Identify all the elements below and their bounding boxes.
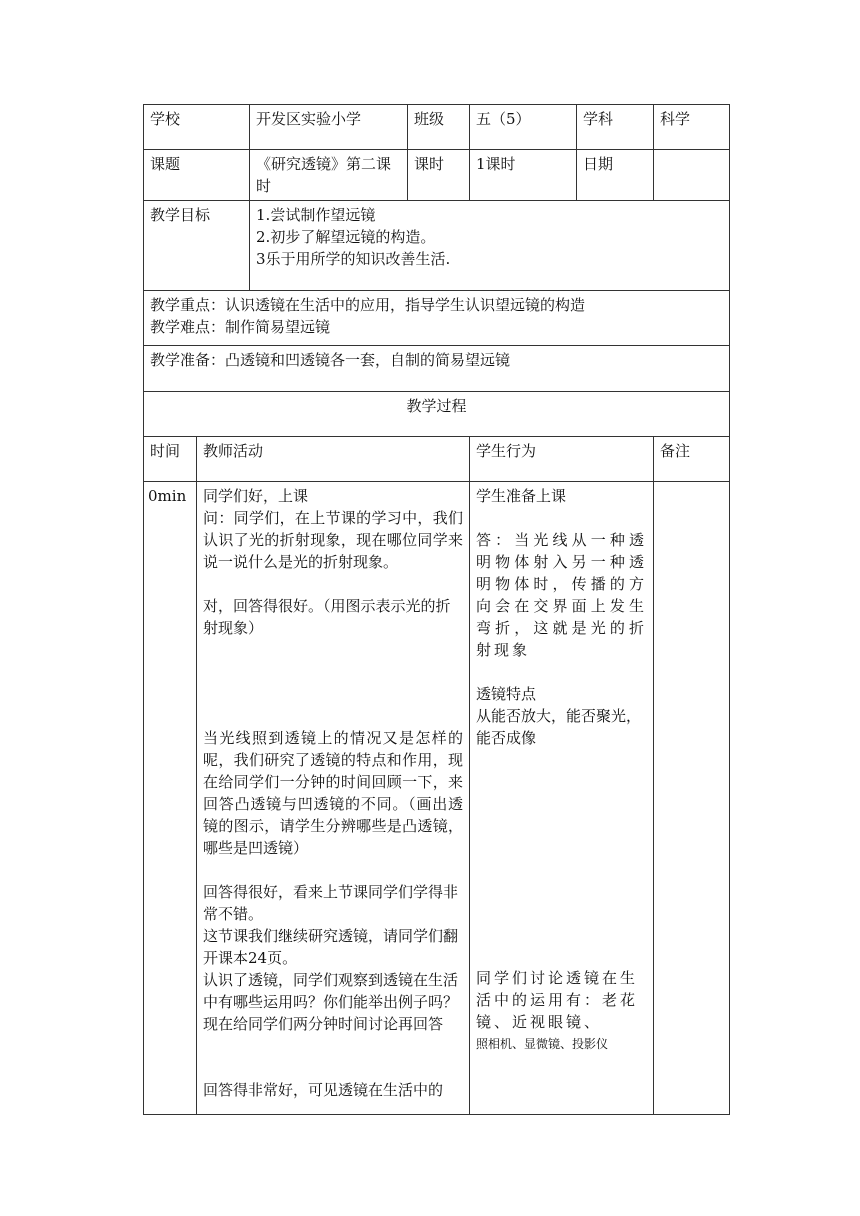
col-student-header: 学生行为 xyxy=(470,437,654,482)
period-value: 1课时 xyxy=(470,150,577,201)
teaching-focus: 教学重点：认识透镜在生活中的应用，指导学生认识望远镜的构造 xyxy=(150,296,586,314)
note-cell xyxy=(654,482,730,1115)
school-value: 开发区实验小学 xyxy=(250,105,408,150)
key-points-row xyxy=(144,291,730,346)
goals-row xyxy=(144,201,730,291)
student-step: 从能否放大，能否聚光，能否成像 xyxy=(476,707,642,747)
col-note-header: 备注 xyxy=(654,437,730,482)
teacher-step: 这节课我们继续研究透镜，请同学们翻开课本24页。 xyxy=(203,927,459,967)
time-cell: 0min xyxy=(144,482,197,1115)
date-label: 日期 xyxy=(577,150,654,201)
teacher-step: 回答得很好，看来上节课同学们学得非常不错。 xyxy=(203,883,459,923)
col-teacher-header: 教师活动 xyxy=(197,437,470,482)
class-value: 五（5） xyxy=(470,105,577,150)
student-step: 同学们讨论透镜在生活中的运用有：老花镜、近视眼镜、 xyxy=(476,969,639,1031)
process-title-row xyxy=(144,392,730,437)
topic-value: 《研究透镜》第二课时 xyxy=(250,150,408,201)
student-step: 答：当光线从一种透明物体射入另一种透明物体时，传播的方向会在交界面上发生弯折，这就是光的折射现象 xyxy=(476,531,648,659)
header-row-1 xyxy=(144,105,730,150)
teacher-step: 同学们好，上课 xyxy=(203,487,309,505)
teacher-step: 问：同学们，在上节课的学习中，我们认识了光的折射现象，现在哪位同学来说一说什么是光的折射现象。 xyxy=(203,509,464,571)
process-title: 教学过程 xyxy=(144,392,730,437)
school-label: 学校 xyxy=(144,105,250,150)
key-points-cell xyxy=(144,291,730,346)
student-behavior-cell xyxy=(470,482,654,1115)
goal-item: 1.尝试制作望远镜 xyxy=(256,206,376,224)
goals-content xyxy=(250,201,730,291)
subject-value: 科学 xyxy=(654,105,730,150)
teacher-step: 当光线照到透镜上的情况又是怎样的呢，我们研究了透镜的特点和作用，现在给同学们一分钟的时间回顾一下，来回答凸透镜与凹透镜的不同。（画出透镜的图示，请学生分辨哪些是凸透镜，哪些是凹透镜） xyxy=(203,729,464,857)
process-body-row xyxy=(144,482,730,1115)
teaching-difficulty: 教学难点：制作简易望远镜 xyxy=(150,318,331,336)
student-step: 照相机、显微镜、投影仪 xyxy=(476,1037,609,1051)
date-value xyxy=(654,150,730,201)
header-row-2 xyxy=(144,150,730,201)
preparation-row xyxy=(144,346,730,392)
teacher-step: 回答得非常好，可见透镜在生活中的 xyxy=(203,1081,444,1099)
student-step: 学生准备上课 xyxy=(476,487,567,505)
goal-item: 3乐于用所学的知识改善生活. xyxy=(256,250,451,268)
lesson-plan-table xyxy=(143,104,730,1115)
student-step: 透镜特点 xyxy=(476,685,537,703)
topic-label: 课题 xyxy=(144,150,250,201)
col-time-header: 时间 xyxy=(144,437,197,482)
class-label: 班级 xyxy=(408,105,470,150)
preparation-cell: 教学准备：凸透镜和凹透镜各一套，自制的简易望远镜 xyxy=(144,346,730,392)
process-header-row xyxy=(144,437,730,482)
goal-item: 2.初步了解望远镜的构造。 xyxy=(256,228,436,246)
teacher-activity-cell xyxy=(197,482,470,1115)
subject-label: 学科 xyxy=(577,105,654,150)
teacher-step: 对，回答得很好。（用图示表示光的折射现象） xyxy=(203,597,451,637)
teacher-step: 现在给同学们两分钟时间讨论再回答 xyxy=(203,1015,444,1033)
period-label: 课时 xyxy=(408,150,470,201)
teacher-step: 认识了透镜，同学们观察到透镜在生活中有哪些运用吗？你们能举出例子吗？ xyxy=(203,971,459,1011)
goals-label: 教学目标 xyxy=(144,201,250,291)
